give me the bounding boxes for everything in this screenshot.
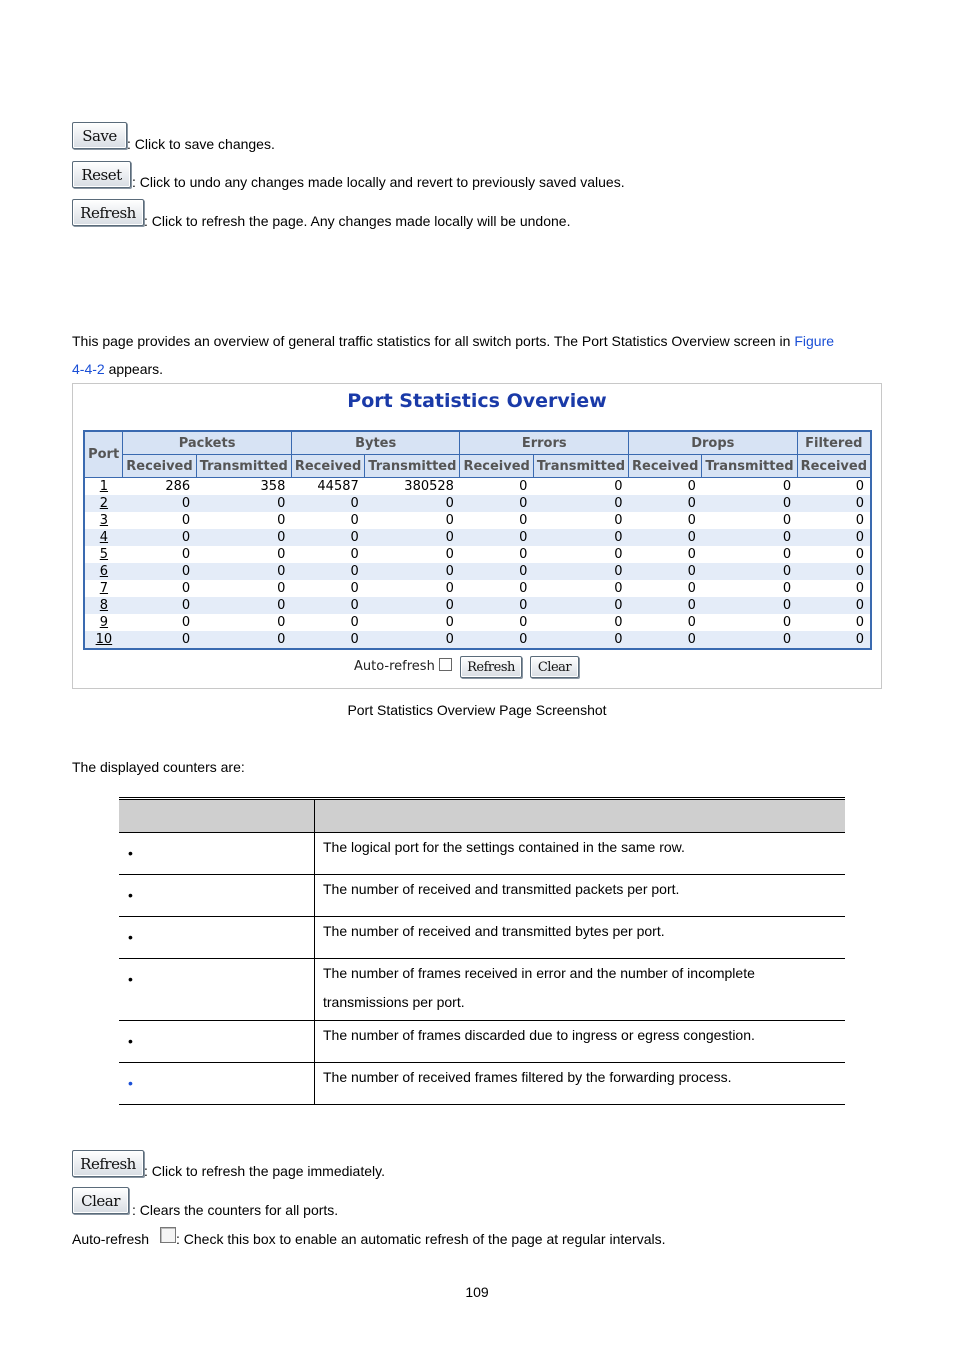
stat-cell: 0 [533, 597, 628, 614]
port-link[interactable]: 1 [84, 478, 123, 496]
stat-cell: 0 [460, 563, 533, 580]
counter-object [119, 959, 315, 1021]
counter-object [119, 917, 315, 959]
sub-header: Received [291, 455, 364, 478]
port-row [84, 529, 871, 546]
counter-description-text-2: transmissions per port. [323, 994, 465, 1010]
bullet-icon: • [128, 929, 133, 945]
stat-cell: 0 [196, 597, 291, 614]
stat-cell: 0 [797, 478, 871, 496]
stat-cell: 0 [365, 495, 460, 512]
counter-description [315, 1063, 846, 1105]
bullet-icon: • [128, 845, 133, 861]
stat-cell: 0 [702, 563, 797, 580]
counter-object [119, 1063, 315, 1105]
sub-header: Transmitted [702, 455, 797, 478]
stat-cell: 0 [291, 546, 364, 563]
port-row [84, 512, 871, 529]
stat-cell: 0 [797, 631, 871, 649]
stat-cell: 0 [365, 563, 460, 580]
stat-cell: 0 [460, 546, 533, 563]
counters-header-object [119, 799, 315, 833]
stat-cell: 0 [533, 614, 628, 631]
figure-link-number[interactable]: 4-4-2 [72, 361, 105, 377]
stat-cell: 0 [702, 478, 797, 496]
counter-object [119, 875, 315, 917]
stat-cell: 0 [291, 529, 364, 546]
port-link[interactable]: 10 [84, 631, 123, 649]
stat-cell: 0 [629, 580, 702, 597]
port-link[interactable]: 6 [84, 563, 123, 580]
counter-description [315, 875, 846, 917]
stat-cell: 0 [123, 495, 196, 512]
counter-description-text: The number of received and transmitted bytes per port. [323, 923, 665, 939]
col-port: Port [84, 431, 123, 478]
stat-cell: 0 [629, 478, 702, 496]
port-row [84, 478, 871, 496]
stat-cell: 0 [629, 546, 702, 563]
counter-row [119, 833, 845, 875]
stat-cell: 0 [797, 580, 871, 597]
sub-header: Received [797, 455, 871, 478]
stat-cell: 0 [702, 512, 797, 529]
stat-cell: 0 [533, 512, 628, 529]
intro-text: This page provides an overview of general traffic statistics for all switch ports. The Port Statistics Overview screen in [72, 333, 795, 349]
col-group-packets: Packets [123, 431, 292, 455]
sub-header: Transmitted [365, 455, 460, 478]
stat-cell: 0 [123, 597, 196, 614]
auto-refresh-text-label: Auto-refresh [72, 1231, 150, 1247]
stat-cell: 0 [365, 614, 460, 631]
stat-cell: 286 [123, 478, 196, 496]
stat-cell: 0 [196, 631, 291, 649]
counter-object [119, 1021, 315, 1063]
bottom-refresh-button[interactable]: Refresh [72, 1150, 144, 1177]
stat-cell: 0 [123, 614, 196, 631]
stat-cell: 0 [123, 512, 196, 529]
page-number: 109 [465, 1284, 489, 1300]
stat-cell: 0 [797, 597, 871, 614]
stat-cell: 0 [460, 495, 533, 512]
stat-cell: 0 [460, 478, 533, 496]
counters-table [119, 797, 845, 1105]
stat-cell: 0 [460, 614, 533, 631]
stat-cell: 0 [365, 512, 460, 529]
auto-refresh-description: : Check this box to enable an automatic refresh of the page at regular intervals. [176, 1231, 666, 1247]
stat-cell: 0 [196, 529, 291, 546]
col-group-drops: Drops [629, 431, 798, 455]
stat-cell: 380528 [365, 478, 460, 496]
bottom-clear-button[interactable]: Clear [72, 1187, 129, 1214]
stat-cell: 0 [291, 512, 364, 529]
screenshot-footer [73, 656, 881, 680]
port-row [84, 597, 871, 614]
counter-object [119, 833, 315, 875]
stat-cell: 0 [196, 495, 291, 512]
port-row [84, 563, 871, 580]
port-link[interactable]: 2 [84, 495, 123, 512]
auto-refresh-check-icon[interactable] [160, 1227, 176, 1243]
stat-cell: 0 [629, 495, 702, 512]
port-link[interactable]: 5 [84, 546, 123, 563]
stat-cell: 0 [123, 529, 196, 546]
stat-cell: 0 [365, 580, 460, 597]
figure-link[interactable]: Figure [794, 333, 835, 349]
port-link[interactable]: 4 [84, 529, 123, 546]
stat-cell: 0 [533, 580, 628, 597]
stat-cell: 0 [533, 478, 628, 496]
stat-cell: 0 [460, 580, 533, 597]
stat-cell: 0 [460, 512, 533, 529]
bullet-icon: • [128, 1075, 133, 1091]
stat-cell: 0 [196, 563, 291, 580]
refresh-description: : Click to refresh the page. Any changes made locally will be undone. [144, 213, 571, 229]
save-button[interactable]: Save [72, 122, 127, 149]
bottom-clear-description: : Clears the counters for all ports. [132, 1202, 339, 1218]
stat-cell: 0 [702, 580, 797, 597]
stat-cell: 0 [702, 631, 797, 649]
screenshot-clear-button[interactable]: Clear [530, 656, 579, 678]
stat-cell: 0 [291, 563, 364, 580]
stat-cell: 0 [533, 631, 628, 649]
stat-cell: 0 [291, 495, 364, 512]
stat-cell: 0 [460, 631, 533, 649]
intro-paragraph [72, 327, 872, 383]
refresh-button[interactable]: Refresh [72, 199, 144, 226]
stat-cell: 0 [123, 563, 196, 580]
reset-button[interactable]: Reset [72, 161, 131, 188]
sub-header: Received [629, 455, 702, 478]
port-row [84, 631, 871, 649]
col-group-errors: Errors [460, 431, 629, 455]
stat-cell: 0 [291, 614, 364, 631]
sub-header: Transmitted [196, 455, 291, 478]
stat-cell: 0 [123, 580, 196, 597]
stat-cell: 358 [196, 478, 291, 496]
stat-cell: 0 [702, 529, 797, 546]
counter-description [315, 1021, 846, 1063]
stat-cell: 0 [797, 529, 871, 546]
stat-cell: 0 [533, 563, 628, 580]
port-row [84, 495, 871, 512]
stat-cell: 0 [291, 597, 364, 614]
stat-cell: 0 [629, 614, 702, 631]
counter-description [315, 833, 846, 875]
stat-cell: 0 [460, 597, 533, 614]
stat-cell: 0 [365, 546, 460, 563]
sub-header: Received [460, 455, 533, 478]
stat-cell: 0 [797, 512, 871, 529]
screenshot-refresh-button[interactable]: Refresh [460, 656, 522, 678]
counter-description-text: The number of frames discarded due to ingress or egress congestion. [323, 1027, 755, 1043]
counter-row [119, 1063, 845, 1105]
screenshot-title: Port Statistics Overview [347, 390, 607, 412]
port-row [84, 580, 871, 597]
auto-refresh-label: Auto-refresh [354, 659, 435, 674]
stat-cell: 0 [629, 631, 702, 649]
stat-cell: 0 [196, 512, 291, 529]
stat-cell: 0 [291, 631, 364, 649]
stat-cell: 0 [702, 546, 797, 563]
bullet-icon: • [128, 971, 133, 987]
port-row [84, 614, 871, 631]
counter-row [119, 1021, 845, 1063]
counter-description-text: The number of frames received in error and the number of incomplete [323, 965, 755, 981]
stat-cell: 0 [196, 546, 291, 563]
bullet-icon: • [128, 1033, 133, 1049]
port-link[interactable]: 3 [84, 512, 123, 529]
counter-description-text: The logical port for the settings contained in the same row. [323, 839, 685, 855]
counter-description-text: The number of received and transmitted packets per port. [323, 881, 680, 897]
stat-cell: 0 [797, 546, 871, 563]
counters-header-description [315, 799, 846, 833]
counter-row [119, 875, 845, 917]
bottom-refresh-description: : Click to refresh the page immediately. [144, 1163, 385, 1179]
counters-header-row [119, 799, 845, 833]
stat-cell: 0 [196, 580, 291, 597]
counter-row [119, 917, 845, 959]
stat-cell: 0 [702, 614, 797, 631]
stat-cell: 0 [629, 512, 702, 529]
stat-cell: 0 [629, 597, 702, 614]
auto-refresh-checkbox[interactable] [439, 658, 452, 671]
col-group-filtered: Filtered [797, 431, 871, 455]
stat-cell: 0 [629, 529, 702, 546]
port-statistics-screenshot [72, 383, 882, 689]
stat-cell: 0 [365, 631, 460, 649]
stat-cell: 0 [533, 529, 628, 546]
sub-header: Received [123, 455, 196, 478]
stat-cell: 0 [533, 495, 628, 512]
counter-row [119, 959, 845, 1021]
stat-cell: 0 [533, 546, 628, 563]
stat-cell: 0 [797, 614, 871, 631]
counters-intro: The displayed counters are: [72, 759, 245, 775]
port-link[interactable]: 9 [84, 614, 123, 631]
stat-cell: 44587 [291, 478, 364, 496]
reset-description: : Click to undo any changes made locally and revert to previously saved values. [132, 174, 625, 190]
sub-header: Transmitted [533, 455, 628, 478]
col-group-bytes: Bytes [291, 431, 460, 455]
stat-cell: 0 [702, 495, 797, 512]
port-statistics-table [83, 430, 872, 650]
stat-cell: 0 [365, 597, 460, 614]
port-link[interactable]: 7 [84, 580, 123, 597]
stat-cell: 0 [797, 495, 871, 512]
port-link[interactable]: 8 [84, 597, 123, 614]
counter-description [315, 917, 846, 959]
stat-cell: 0 [460, 529, 533, 546]
stat-cell: 0 [196, 614, 291, 631]
stat-cell: 0 [291, 580, 364, 597]
stat-cell: 0 [365, 529, 460, 546]
stat-cell: 0 [123, 546, 196, 563]
stat-cell: 0 [123, 631, 196, 649]
stat-cell: 0 [629, 563, 702, 580]
bullet-icon: • [128, 887, 133, 903]
save-description: : Click to save changes. [127, 136, 275, 152]
figure-caption: Port Statistics Overview Page Screenshot [347, 702, 607, 718]
intro-text-end: appears. [104, 361, 164, 377]
stat-cell: 0 [702, 597, 797, 614]
counter-description [315, 959, 846, 1021]
stat-cell: 0 [797, 563, 871, 580]
port-row [84, 546, 871, 563]
counter-description-text: The number of received frames filtered by the forwarding process. [323, 1069, 732, 1085]
